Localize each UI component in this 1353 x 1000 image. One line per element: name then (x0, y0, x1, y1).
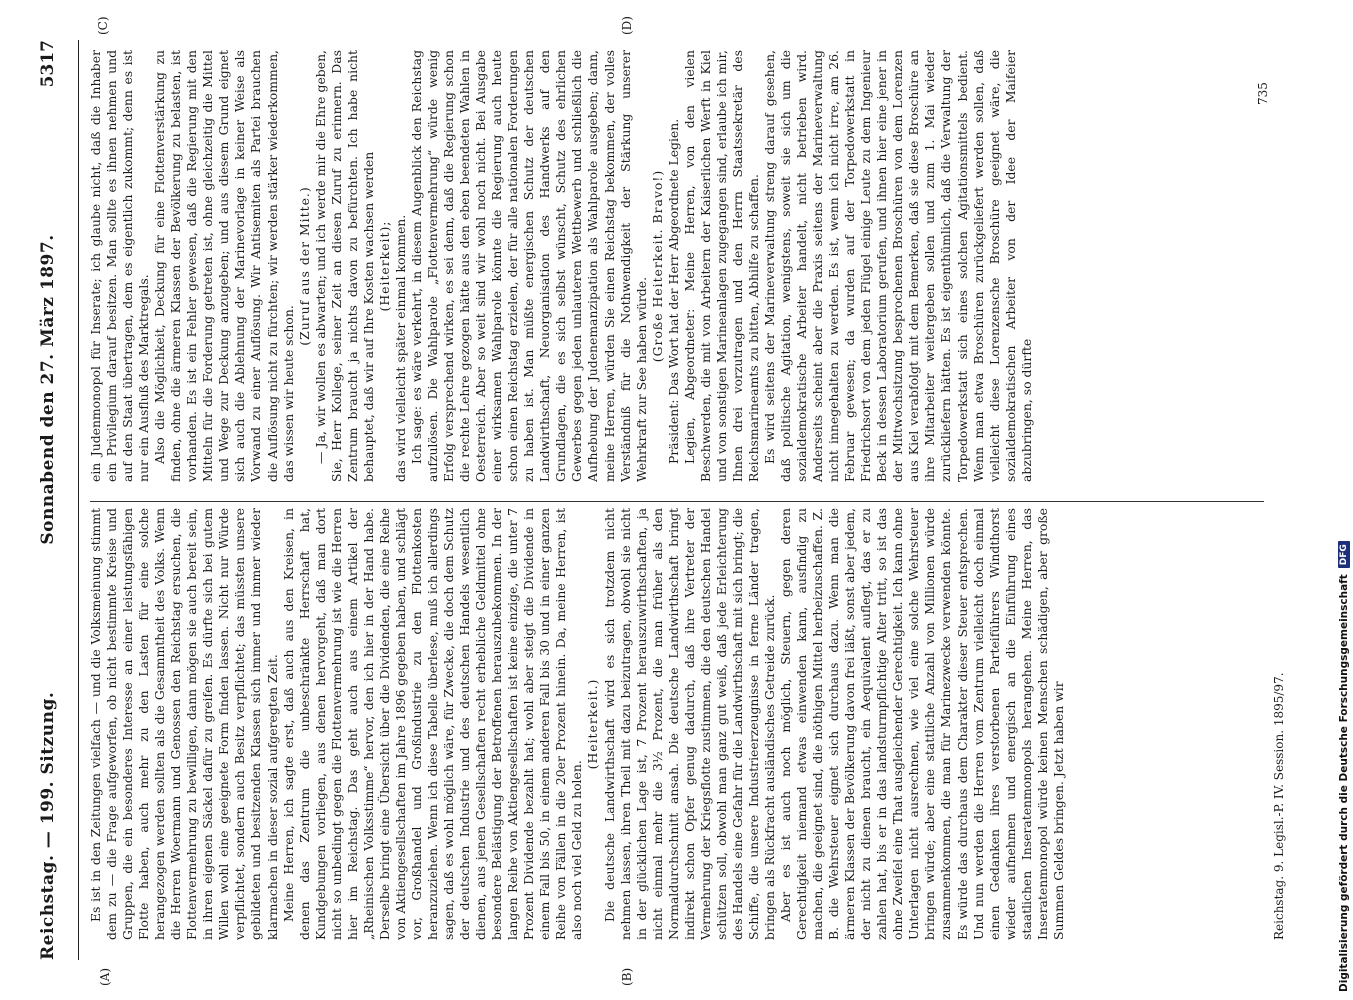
stage-direction: (Zuruf aus der Mitte.) (296, 186, 312, 346)
speaker-paragraph: Präsident: Das Wort hat der Herr Abgeordnete Legien. (665, 118, 681, 464)
paragraph: das wird vielleicht später einmal kommen. (392, 214, 408, 482)
stage-direction: (Heiterkeit.) (585, 678, 601, 770)
page-number: 5317 (38, 40, 58, 88)
margin-marker-d: (D) (620, 16, 634, 35)
paragraph: Ich sage: es wäre verkehrt, in diesem Augenblick den Reichstag aufzulösen. Die Wahlparole „Flottenvermehrung“ würde wenig Erfolg versprechend wirken, es sei denn, daß die Regierung schon die rechte Lehre gezogen hätte aus den eben beendeten Wahlen in Oesterreich. Aber so weit sind wir wohl noch nicht. Bei Ausgabe einer wirksamen Wahlparole könnte die Regierung auch heute schon einen Reichstag erzielen, der für alle nationalen Forderungen zu haben ist. Man müßte energischen Schutz der deutschen Landwirthschaft, Neuorganisation des Handwerks auf den Grundlagen, die es sich selbst wünscht, Schutz des ehrlichen Gewerbes gegen jeden unlauteren Wettbewerb und schließlich die Aufhebung der Judenemanzipation als Wahlparole ausgeben; dann, meine Herren, würden Sie einen Reichstag bekommen, der volles Verständniß für die Nothwendigkeit der Stärkung unserer Wehrkraft zur See haben würde. (408, 50, 649, 482)
paragraph: Es wird seitens der Marineverwaltung streng darauf gesehen, daß politische Agitation, wenigstens, soweit sie sich um die sozialdemokratische Arbeiter handelt, nicht betrieben wird. Anderseits scheint aber die Praxis seitens der Marineverwaltung nicht innegehalten zu werden. Es ist, wenn ich nicht irre, am 26. Februar gewesen; da wurden auf der Torpedowerkstatt in Friedrichsort von dem jeden Flügel einige Leute zu dem Ingenieur Beck in dessen Laboratorium gerufen, und ihnen hier eine jener in der Mittwochsitzung besprochenen Broschüren von dem Lorenzen aus Kiel verabfolgt mit dem Bemerken, daß sie diese Broschüre an ihre Mitarbeiter weitergeben sollen und zum 1. Mai wieder zurückliefern hätten. Es ist eigenthümlich, daß die Verwaltung der Torpedowerkstatt sich eines solchen Agitationsmittels bedient. Wenn man etwa Broschüren zurückgeliefert werden sollen, daß vielleicht diese Lorenzensche Broschüre geeignet wäre, die sozialdemokratischen Arbeiter von der Idee der Maifeier abzubringen, so dürfte (761, 50, 1034, 482)
footer-legislature: Reichstag. 9. Legisl.-P. IV. Session. 1895/97. (1272, 672, 1286, 940)
attribution-line (1336, 8, 1352, 992)
paragraph: Es ist in den Zeitungen vielfach — und die Volksmeinung stimmt dem zu — die Frage aufgeworfen, ob nicht bestimmte Kreise und Gruppen, die ein besonderes Interesse an einer leistungsfähigen Flotte haben, auch mehr zu den Lasten für eine solche herangezogen werden sollten als die Gesammtheit des Volks. Wenn die Herren Woermann und Genossen den Reichstag ersuchen, die Flottenvermehrung zu bewilligen, dann mögen sie auch bereit sein, in ihren eigenen Säckel dafür zu greifen. Es dürfte sich bei gutem Willen wohl eine geeignete Form finden lassen. Nicht nur Würde verpflichtet, sondern auch Besitz verpflichtet; das müssten unsere gebildeten und besitzenden Klassen sich immer und immer wieder klarmachen in dieser sozial aufgeregten Zeit. (88, 508, 280, 940)
stage-direction: (Heiterkeit); (376, 220, 392, 312)
dfg-logo: DFG (1338, 541, 1350, 568)
paragraph: — Ja, wir wollen es abwarten; und ich werde mir die Ehre geben, Sie, Herr Kollege, seiner Zeit an diesen Zuruf zu erinnern. Das Zentrum braucht ja nichts davon zu befürchten. Ich habe nicht behauptet, daß wir auf Ihre Kosten wachsen werden (312, 50, 376, 482)
paragraph: ein Judenmonopol für Inserate; ich glaube nicht, daß die Inhaber ein Privilegium darauf besitzen. Man sollte es ihnen nehmen und auf den Staat übertragen, dem es eigentlich zukommt; denn es ist nur ein Ausfluß des Marktregals. (88, 50, 152, 482)
digitization-attribution (1336, 8, 1352, 992)
right-text-column (88, 50, 1266, 482)
margin-marker-a: (A) (98, 967, 112, 986)
attribution-text: Digitalisierung gefördert durch die Deutsche Forschungsgemeinschaft (1338, 574, 1350, 992)
margin-marker-b: (B) (620, 967, 634, 986)
speaker-paragraph: Legien, Abgeordneter: Meine Herren, von den vielen Beschwerden, die mit von Arbeitern der Kaiserlichen Werft in Kiel und von sonstigen Marineanlagen zugegangen sind, erlaube ich mir, Ihnen drei vorzutragen und den Herrn Staatssekretär des Reichsmarineamts zu bitten, Abhilfe zu schaffen. (681, 50, 761, 482)
paragraph: Also die Möglichkeit, Deckung für eine Flottenverstärkung zu finden, ohne die ärmeren Klassen der Bevölkerung zu belasten, ist vorhanden. Es ist ein Fehler gewesen, daß die Regierung mit den Mitteln für die Forderung getreten ist, ohne gleichzeitig die Mittel und Wege zur Deckung anzugeben; und aus diesem Grund eignet sich auch die Ablehnung der Marinevorlage in keiner Weise als Vorwand zu einer Auflösung. Wir Antisemiten als Partei brauchen die Auflösung nicht zu fürchten; wir werden stärker wiederkommen, das wissen wir heute schon. (152, 50, 296, 482)
paragraph: Aber es ist auch noch möglich, Steuern, gegen deren Gerechtigkeit niemand etwas einwenden kann, ausfindig zu machen, die geeignet sind, die nöthigen Mittel herbeizuschaffen. Z. B. die Wehrsteuer eignet sich durchaus dazu. Wenn man die ärmeren Klassen der Bevölkerung davon frei läßt, sonst aber jedem, der nicht zu dienen braucht, ein Aequivalent auflegt, das er zu zahlen hat, bis er in das landsturmpflichtige Alter tritt, so ist das ohne Zweifel eine That ausgleichender Gerechtigkeit. Ich kann ohne Unterlagen nicht ausrechnen, wie viel eine solche Wehrsteuer bringen würde; aber eine stattliche Anzahl von Millionen würde zusammenkommen, die man für Marinezwecke verwenden könnte. Es würde das durchaus dem Charakter dieser Steuer entsprechen. Und nun werden die Herren vom Zentrum vielleicht doch einmal einen Gedanken ihres verstorbenen Parteiführers Windthorst wieder aufnehmen und energisch an die Einführung eines staatlichen Inseratenmonopols herangehen. Meine Herren, das Inseratenmonopol würde keinen Menschen schädigen, aber große Summen Geldes bringen. Jetzt haben wir (778, 508, 1066, 940)
page-header (38, 40, 79, 960)
column-divider (90, 501, 1264, 502)
margin-marker-c: (C) (96, 16, 110, 35)
header-date: Sonnabend den 27. März 1897. (38, 234, 58, 545)
paragraph: Meine Herren, ich sagte erst, daß auch aus den Kreisen, in denen das Zentrum die unbeschränkte Herrschaft hat, Kundgebungen vorliegen, aus denen hervorgeht, daß man dort nicht so unbedingt gegen die Flottenvermehrung ist wie die Herren hier im Reichstag. Das geht auch aus einem Artikel der „Rheinischen Volksstimme“ hervor, den ich hier in der Hand habe. Derselbe bringt eine Übersicht über die Dividenden, die eine Reihe von Aktiengesellschaften im Jahre 1896 gegeben haben, und schlägt vor, Großhandel und Großindustrie zu den Flottenkosten heranzuziehen. Wenn ich diese Tabelle überlese, muß ich allerdings sagen, daß es wohl möglich wäre, für Zwecke, die doch dem Schutz der deutschen Industrie und des deutschen Handels wesentlich dienen, aus jenen Gesellschaften recht erhebliche Geldmittel ohne besondere Belästigung der Betroffenen herauszubekommen. In der langen Reihe von Aktiengesellschaften ist keine einzige, die unter 7 Prozent Dividende bezahlt hat; wohl aber steigt die Dividende in einem Fall bis 50, in einem anderen Fall bis 30 und in einer ganzen Reihe von Fällen in die 20er Prozent hinein. Da, meine Herren, ist also noch viel Geld zu holen. (280, 508, 585, 940)
header-session: Reichstag. — 199. Sitzung. (38, 691, 58, 960)
paragraph: Die deutsche Landwirthschaft wird es sich trotzdem nicht nehmen lassen, ihren Theil mit dazu beizutragen, obwohl sie nicht in der glücklichen Lage ist, 7 Prozent herauszuwirthschaften, ja nicht einmal mehr die 3½ Prozent, die man früher als den Normaldurchschnitt ansah. Die deutsche Landwirthschaft bringt indirekt schon Opfer genug dadurch, daß ihre Vertreter der Vermehrung der Kriegsflotte zustimmen, die den deutschen Handel schützen soll, obwohl man ganz gut weiß, daß jede Erleichterung des Handels eine Gefahr für die Landwirthschaft mit sich bringt; die Schiffe, die unsere Industrieerzeugnisse in ferne Länder tragen, bringen als Rückfracht ausländisches Getreide zurück. (601, 508, 777, 940)
stage-direction: (Große Heiterkeit. Bravo!) (649, 169, 665, 363)
left-text-column (88, 508, 1266, 940)
footer-signature-number: 735 (1256, 82, 1270, 105)
